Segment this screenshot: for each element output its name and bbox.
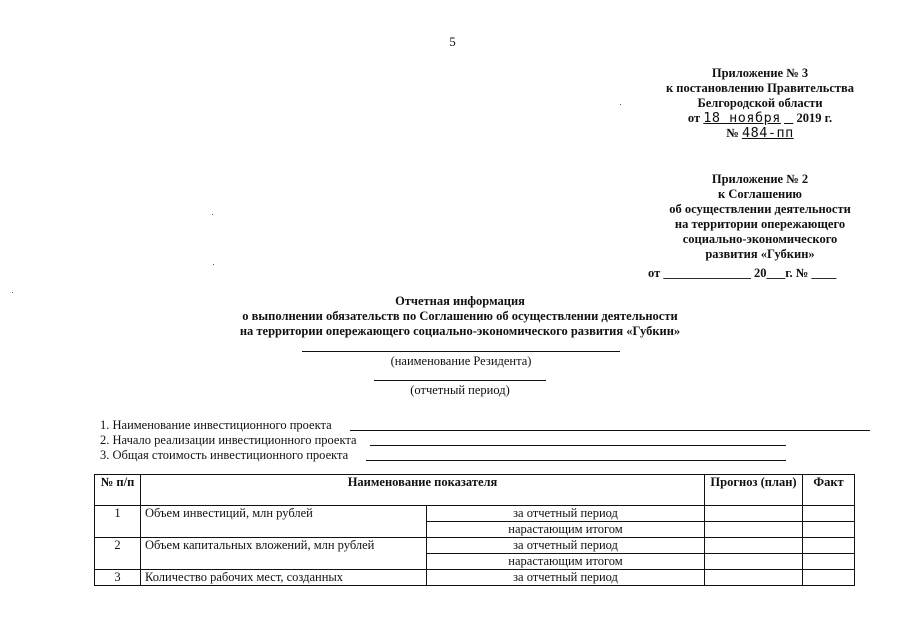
period-caption: (отчетный период) — [410, 383, 510, 397]
appendix-3-number-prefix: № — [726, 126, 739, 140]
scan-speck — [212, 214, 213, 215]
header-name: Наименование показателя — [141, 475, 705, 506]
table-row — [95, 570, 855, 586]
fact-cell[interactable] — [803, 538, 855, 554]
row-period: за отчетный период — [427, 506, 705, 522]
period-line[interactable] — [374, 380, 546, 381]
field-label: 3. Общая стоимость инвестиционного проекта — [100, 448, 349, 462]
fact-cell[interactable] — [803, 554, 855, 570]
table-header-row — [95, 475, 855, 506]
row-name: Объем капитальных вложений, млн рублей — [141, 538, 427, 570]
row-period: нарастающим итогом — [427, 554, 705, 570]
forecast-cell[interactable] — [705, 554, 803, 570]
forecast-cell[interactable] — [705, 506, 803, 522]
appendix-3-date-suffix: 2019 г. — [796, 111, 833, 125]
appendix-2-block — [640, 172, 880, 262]
appendix-3-date-gap — [784, 111, 793, 125]
row-period: за отчетный период — [427, 538, 705, 554]
row-period: нарастающим итогом — [427, 522, 705, 538]
table-row — [95, 538, 855, 554]
field-project-name — [100, 418, 357, 433]
field-project-cost — [100, 448, 357, 463]
appendix-2-line: Приложение № 2 — [711, 172, 809, 186]
resident-name-line[interactable] — [302, 351, 620, 352]
field-project-cost-line[interactable] — [366, 460, 786, 461]
header-num: № п/п — [95, 475, 141, 506]
appendix-3-line2: к постановлению Правительства — [665, 81, 855, 95]
appendix-3-number-handwritten: 484-пп — [741, 125, 794, 141]
appendix-3-title: Приложение № 3 — [711, 66, 809, 80]
appendix-3-line3: Белгородской области — [697, 96, 823, 110]
title-line3: на территории опережающего социально-экономического развития «Губкин» — [239, 324, 681, 338]
fact-cell[interactable] — [803, 522, 855, 538]
title-line2: о выполнении обязательств по Соглашению об осуществлении деятельности — [242, 309, 678, 323]
appendix-3-date — [640, 111, 880, 126]
appendix-2-line: на территории опережающего — [674, 217, 846, 231]
appendix-3-number — [640, 126, 880, 141]
row-period: за отчетный период — [427, 570, 705, 586]
appendix-2-line: к Соглашению — [718, 187, 802, 201]
forecast-cell[interactable] — [705, 538, 803, 554]
field-project-start-line[interactable] — [370, 445, 786, 446]
row-num: 3 — [95, 570, 141, 586]
appendix-2-date-line: от ______________ 20___г. № ____ — [648, 266, 837, 280]
appendix-2-line: социально-экономического — [682, 232, 838, 246]
document-title — [150, 294, 770, 339]
row-name: Количество рабочих мест, созданных — [141, 570, 427, 586]
header-fact: Факт — [803, 475, 855, 506]
row-num: 1 — [95, 506, 141, 538]
field-project-start — [100, 433, 357, 448]
title-line1: Отчетная информация — [395, 294, 525, 308]
row-name: Объем инвестиций, млн рублей — [141, 506, 427, 538]
fact-cell[interactable] — [803, 506, 855, 522]
appendix-2-line: об осуществлении деятельности — [669, 202, 851, 216]
forecast-cell[interactable] — [705, 570, 803, 586]
field-label: 1. Наименование инвестиционного проекта — [100, 418, 332, 432]
forecast-cell[interactable] — [705, 522, 803, 538]
field-project-name-line[interactable] — [350, 430, 870, 431]
appendix-3-block — [640, 66, 880, 141]
scan-speck — [620, 104, 621, 105]
project-fields — [100, 418, 357, 463]
appendix-2-line: развития «Губкин» — [705, 247, 815, 261]
table-row — [95, 506, 855, 522]
header-forecast: Прогноз (план) — [705, 475, 803, 506]
fact-cell[interactable] — [803, 570, 855, 586]
scan-speck — [12, 292, 13, 293]
page-number: 5 — [449, 34, 456, 49]
field-label: 2. Начало реализации инвестиционного проекта — [100, 433, 357, 447]
appendix-3-date-prefix: от — [687, 111, 701, 125]
appendix-3-date-handwritten: 18 ноября — [703, 110, 781, 126]
scan-speck — [213, 264, 214, 265]
indicators-table — [94, 474, 855, 586]
row-num: 2 — [95, 538, 141, 570]
resident-caption: (наименование Резидента) — [390, 354, 532, 368]
